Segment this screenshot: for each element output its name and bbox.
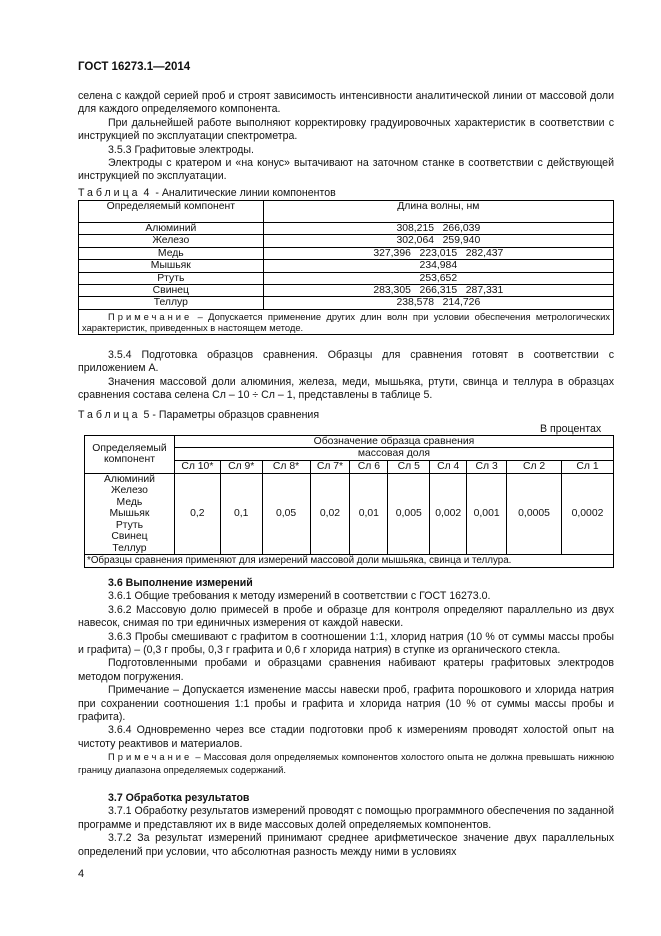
table-cell: 253,652 — [263, 272, 613, 284]
paragraph: 3.5.3 Графитовые электроды. — [108, 143, 254, 156]
paragraph: 3.6.1 Общие требования к методу измерений в соответствии с ГОСТ 16273.0. — [108, 590, 491, 603]
note-text: – Допускается применение других длин волн при условии обеспечения метрологических характеристик, приведенных в настоящем методе. — [82, 310, 611, 334]
component-name: Ртуть — [115, 519, 144, 531]
table4 — [78, 200, 614, 335]
table5-header-component: Определяемый компонент — [85, 436, 175, 474]
table-cell: Ртуть — [79, 272, 264, 284]
paragraph: Подготовленными пробами и образцами сравнения набивают кратеры графитовых электродов методом погружения. — [78, 657, 614, 683]
table4-header-component: Определяемый компонент — [79, 201, 264, 223]
sample-header: Сл 9* — [220, 460, 262, 473]
table5 — [84, 435, 614, 568]
paragraph: 3.6.2 Массовую долю примесей в пробе и образце для контроля определяют параллельно из двух навесок, снимая по три единичных измерения от каждой навески. — [78, 603, 614, 630]
section-title: 3.6 Выполнение измерений — [108, 577, 253, 589]
caption-text: - Параметры образцов сравнения — [152, 409, 320, 421]
sample-header: Сл 7* — [310, 460, 350, 473]
table4-header-wavelength: Длина волны, нм — [263, 201, 613, 223]
table-cell: 238,578 214,726 — [263, 297, 613, 309]
document-header: ГОСТ 16273.1—2014 — [78, 61, 191, 73]
table-cell: Железо — [79, 235, 264, 247]
table5-header-sample: Обозначение образца сравнения — [174, 436, 613, 448]
component-name: Алюминий — [103, 473, 155, 485]
page-number: 4 — [78, 868, 85, 880]
sample-header: Сл 6 — [350, 460, 388, 473]
note-text: – Допускается изменение массы навески проб, графита порошкового и хлорида натрия при сохранении соотношения 1:1 пробы и графита и хлорида натрия (10 % от суммы массы пробы и графита). — [78, 684, 614, 724]
sample-header: Сл 4 — [430, 460, 467, 473]
caption-text: - Аналитические линии компонентов — [155, 187, 336, 199]
table4-caption — [78, 187, 336, 200]
note-label: Примечание — [108, 310, 193, 322]
table4-note — [79, 309, 614, 334]
note-label: Примечание — [108, 684, 170, 697]
value-cell: 0,2 — [174, 473, 220, 555]
table-cell: 234,984 — [263, 260, 613, 272]
table-cell: 302,064 259,940 — [263, 235, 613, 247]
caption-word: Таблица — [78, 187, 141, 199]
value-cell: 0,002 — [430, 473, 467, 555]
note-label: Примечание — [108, 751, 193, 763]
sample-header: Сл 3 — [467, 460, 507, 473]
sample-header: Сл 2 — [507, 460, 562, 473]
note-paragraph — [78, 751, 614, 776]
table-cell: Свинец — [79, 285, 264, 297]
section-3-7 — [78, 792, 614, 859]
sample-header: Сл 5 — [388, 460, 430, 473]
paragraph: 3.7.2 За результат измерений принимают среднее арифметическое значение двух параллельных определений при условии, что абсолютная разность между ними в условиях — [78, 832, 614, 858]
value-cell: 0,1 — [220, 473, 262, 555]
component-list — [85, 473, 175, 555]
value-cell: 0,05 — [262, 473, 310, 555]
paragraph: 3.6.4 Одновременно через все стадии подготовки проб к измерениям проводят холостой опыт на чистоту реактивов и материалов. — [78, 724, 614, 750]
table-cell: Медь — [79, 247, 264, 259]
table5-footnote: *Образцы сравнения применяют для измерений массовой доли мышьяка, свинца и теллура. — [85, 555, 614, 567]
table-cell: Теллур — [79, 297, 264, 309]
value-cell: 0,005 — [388, 473, 430, 555]
paragraph: При дальнейшей работе выполняют корректировку градуировочных характеристик в соответствии с инструкцией по эксплуатации спектрометра. — [78, 116, 614, 143]
table-cell: 327,396 223,015 282,437 — [263, 247, 613, 259]
paragraph: Значения массовой доли алюминия, железа, меди, мышьяка, ртути, свинца и теллура в образцах сравнения состава селена Сл – 10 ÷ Сл – 1, представлены в таблице 5. — [78, 375, 614, 402]
table-cell: Алюминий — [79, 223, 264, 235]
sample-header: Сл 8* — [262, 460, 310, 473]
paragraph: 3.7.1 Обработку результатов измерений проводят с помощью программного обеспечения по заданной программе и представляют их в виде массовых долей определяемых компонентов. — [78, 805, 614, 831]
value-cell: 0,0005 — [507, 473, 562, 555]
component-name: Теллур — [112, 542, 147, 554]
component-name: Железо — [110, 485, 148, 497]
component-name: Свинец — [111, 531, 148, 543]
paragraph: Электроды с кратером и «на конус» вытачивают на заточном станке в соответствии с действующей инструкцией по эксплуатации. — [78, 157, 614, 183]
value-cell: 0,01 — [350, 473, 388, 555]
paragraph: 3.5.4 Подготовка образцов сравнения. Образцы для сравнения готовят в соответствии с приложением А. — [78, 349, 614, 375]
sample-header: Сл 10* — [174, 460, 220, 473]
mid-block — [78, 349, 614, 403]
caption-number: 5 — [143, 409, 150, 421]
component-name: Медь — [116, 496, 143, 508]
table5-caption — [78, 409, 319, 422]
paragraph: селена с каждой серией проб и строят зависимость интенсивности аналитической линии от массовой доли для каждого определяемого компонента. — [78, 90, 614, 116]
note-paragraph — [78, 684, 614, 724]
paragraph: 3.6.3 Пробы смешивают с графитом в соотношении 1:1, хлорид натрия (10 % от суммы массы пробы и графита) – (0,3 г пробы, 0,3 г графита и 0,6 г хлорида натрия) в ступке из органического стекла. — [78, 630, 614, 657]
section-3-6 — [78, 577, 614, 776]
caption-word: Таблица — [78, 409, 141, 421]
value-cell: 0,0002 — [562, 473, 614, 555]
value-cell: 0,02 — [310, 473, 350, 555]
table-cell: Мышьяк — [79, 260, 264, 272]
sample-header: Сл 1 — [562, 460, 614, 473]
component-name: Мышьяк — [109, 508, 150, 520]
table5-header-fraction: массовая доля — [174, 448, 613, 460]
section-title: 3.7 Обработка результатов — [108, 792, 250, 804]
intro-block — [78, 90, 614, 184]
table-cell: 308,215 266,039 — [263, 223, 613, 235]
value-cell: 0,001 — [467, 473, 507, 555]
table-cell: 283,305 266,315 287,331 — [263, 285, 613, 297]
table5-units: В процентах — [540, 423, 602, 435]
note-text: – Массовая доля определяемых компонентов холостого опыта не должна превышать нижнюю границу диапазона определяемых содержаний. — [78, 751, 614, 775]
caption-number: 4 — [143, 187, 153, 199]
